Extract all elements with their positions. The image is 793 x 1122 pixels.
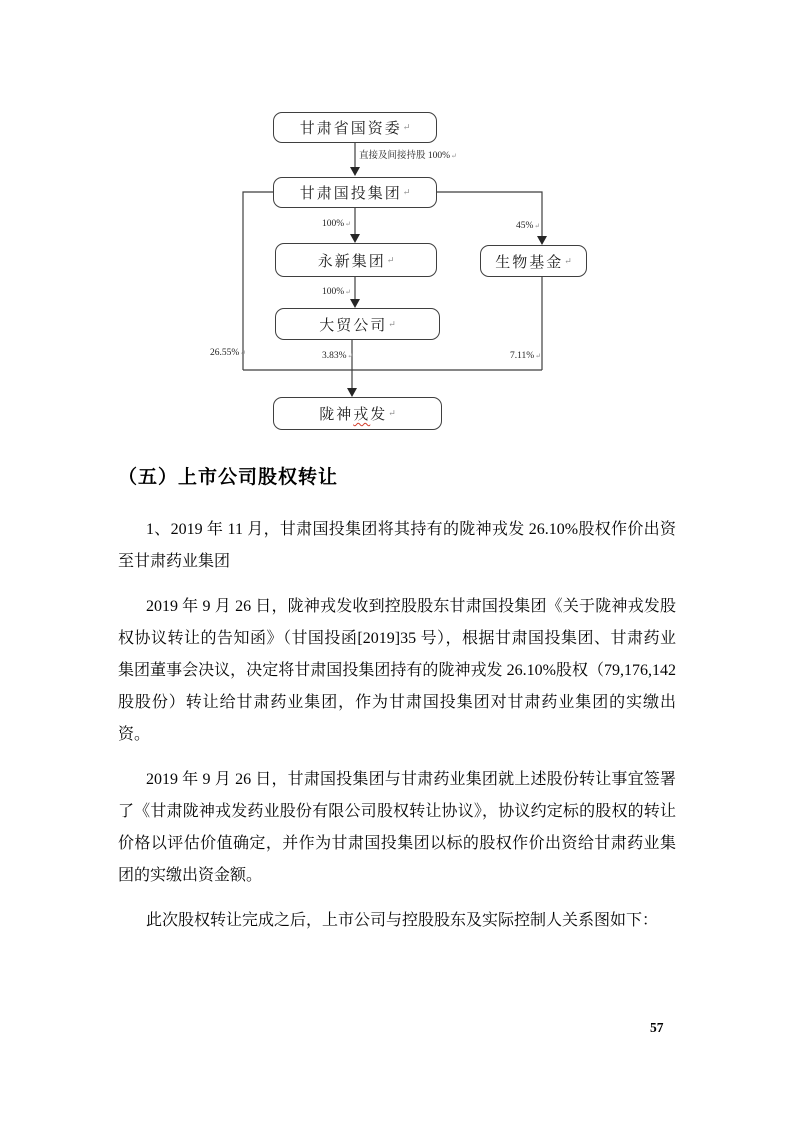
flow-node-label: 甘肃国投集团 xyxy=(299,186,402,202)
section-heading: （五）上市公司股权转让 xyxy=(118,467,339,488)
return-mark-icon: ↵ xyxy=(345,220,352,228)
return-mark-icon: ↵ xyxy=(386,254,395,265)
flow-node-label: 永新集团 xyxy=(317,253,386,270)
spellcheck-underlined-char: 戎 xyxy=(353,407,371,423)
connector-lines xyxy=(0,0,793,455)
return-mark-icon: ↵ xyxy=(402,187,411,197)
edge-label-yongxin-damao: 100%↵ xyxy=(322,287,352,297)
return-mark-icon: ↵ xyxy=(534,222,541,230)
flow-node-gansu-guotou-group xyxy=(273,177,437,208)
paragraph: 此次股权转让完成之后，上市公司与控股股东及实际控制人关系图如下： xyxy=(146,912,659,929)
arrow-head-down-icon xyxy=(350,167,360,176)
edge-label-gtic-longshen: 26.55%↵ xyxy=(210,348,247,358)
return-mark-icon: ↵ xyxy=(451,152,457,160)
flow-node-label: 陇神 xyxy=(319,407,354,423)
paragraph: 2019 年 9 月 26 日，陇神戎发收到控股股东甘肃国投集团《关于陇神戎发股权协议转让的告知函》（甘国投函[2019]35 号），根据甘肃国投集团、甘肃药业集团董事会决议，决定将甘肃国投集团持有的陇神戎发 26.10%股权（79,176,142 股股份）转让给甘肃药业集团，作为甘肃国投集团对甘肃药业集团的实缴出资。 xyxy=(118,598,676,743)
arrow-head-down-icon xyxy=(350,234,360,243)
flow-node-label: 大贸公司 xyxy=(319,317,388,334)
return-mark-icon: ↵ xyxy=(388,318,396,329)
return-mark-icon: ↵ xyxy=(345,288,352,296)
flow-node-label: 发 xyxy=(370,407,388,423)
flow-node-bio-fund xyxy=(480,245,587,277)
edge-label-gtic-yongxin: 100%↵ xyxy=(322,219,352,229)
flow-node-gansu-sasac xyxy=(273,112,437,143)
edge-label-gtic-bio: 45%↵ xyxy=(516,221,541,231)
edge-label-bio-longshen: 7.11%↵ xyxy=(510,351,542,361)
flow-node-label: 甘肃省国资委 xyxy=(299,121,402,137)
arrow-head-down-icon xyxy=(537,236,547,245)
page-number: 57 xyxy=(650,1020,664,1035)
edge-label-damao-longshen: 3.83%↵ xyxy=(322,351,354,361)
return-mark-icon: ↵ xyxy=(535,352,542,360)
flow-node-damao-company xyxy=(275,308,440,340)
return-mark-icon: ↵ xyxy=(388,408,396,418)
arrow-head-down-icon xyxy=(347,388,357,397)
return-mark-icon: ↵ xyxy=(402,122,411,132)
return-mark-icon: ↵ xyxy=(564,255,572,266)
equity-structure-chart xyxy=(0,0,793,455)
arrow-head-down-icon xyxy=(350,299,360,308)
flow-node-label: 生物基金 xyxy=(495,254,564,271)
paragraph: 2019 年 9 月 26 日，甘肃国投集团与甘肃药业集团就上述股份转让事宜签署了《甘肃陇神戎发药业股份有限公司股权转让协议》，协议约定标的股权的转让价格以评估价值确定，并作为甘肃国投集团以标的股权作价出资给甘肃药业集团的实缴出资金额。 xyxy=(118,771,676,884)
flow-node-yongxin-group xyxy=(275,243,437,277)
edge-label-gov-gtic: 直接及间接持股 100%↵ xyxy=(359,151,457,161)
flow-node-longshen-rongfa xyxy=(273,397,442,430)
return-mark-icon: ↵ xyxy=(240,349,247,357)
paragraph: 1、2019 年 11 月，甘肃国投集团将其持有的陇神戎发 26.10%股权作价出资至甘肃药业集团 xyxy=(118,521,676,570)
return-mark-icon: ↵ xyxy=(347,352,354,360)
document-body xyxy=(118,455,676,950)
